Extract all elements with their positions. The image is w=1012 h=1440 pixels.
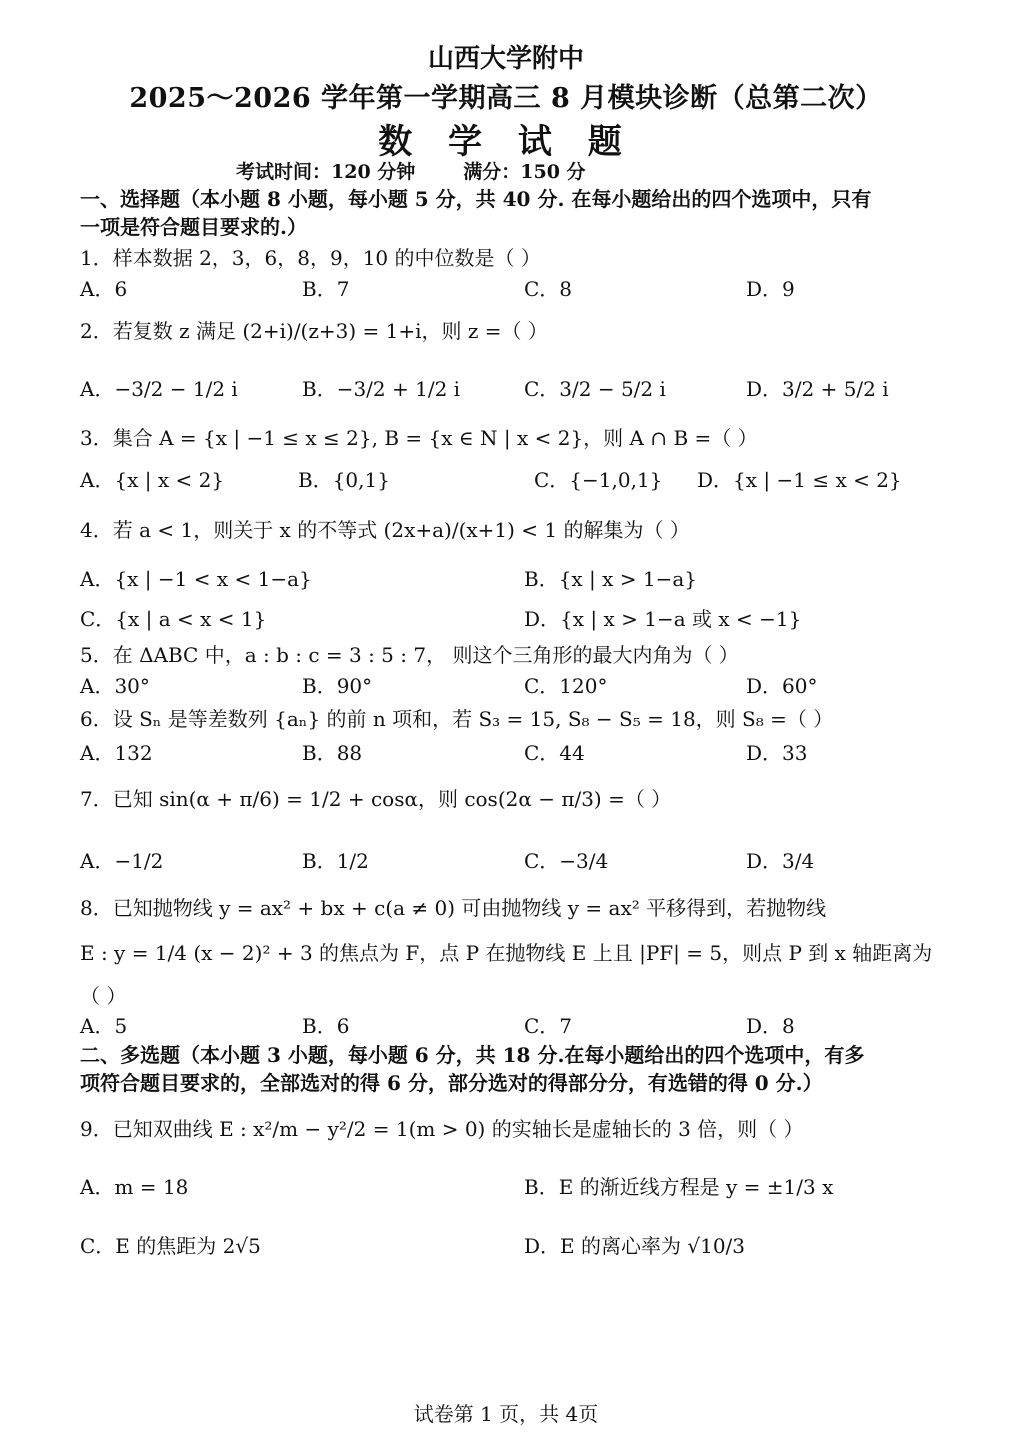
question-1-option-b: B．7 (302, 277, 350, 301)
question-1-option-c: C．8 (524, 277, 573, 301)
question-9-option-c: C．E 的焦距为 2√5 (80, 1234, 261, 1258)
question-9-option-b: B．E 的渐近线方程是 y = ±1/3 x (524, 1175, 834, 1199)
question-5-option-d: D．60° (746, 674, 818, 698)
question-2-option-c: C．3/2 − 5/2 i (524, 377, 666, 401)
section1-heading-cont: 一项是符合题目要求的.） (80, 215, 307, 239)
section1-heading: 一、选择题（本小题 8 小题，每小题 5 分，共 40 分. 在每小题给出的四个选项中，只有 (80, 187, 872, 211)
question-1-option-d: D．9 (746, 277, 795, 301)
question-2-stem: 2．若复数 z 满足 (2+i)/(z+3) = 1+i，则 z =（ ） (80, 319, 548, 343)
section2-heading-cont: 项符合题目要求的，全部选对的得 6 分，部分选对的得部分分，有选错的得 0 分.） (80, 1071, 823, 1095)
exam-title: 2025～2026 学年第一学期高三 8 月模块诊断（总第二次） (129, 83, 883, 114)
question-8-stem: 8．已知抛物线 y = ax² + bx + c(a ≠ 0) 可由抛物线 y = ax² 平移得到，若抛物线 (80, 896, 827, 920)
question-9-option-a: A．m = 18 (80, 1175, 189, 1199)
question-5-option-a: A．30° (80, 674, 150, 698)
question-5-option-c: C．120° (524, 674, 608, 698)
question-4-stem: 4．若 a < 1，则关于 x 的不等式 (2x+a)/(x+1) < 1 的解集为（ ） (80, 518, 690, 542)
exam-info (236, 157, 736, 184)
question-3-stem: 3．集合 A = {x | −1 ≤ x ≤ 2}, B = {x ∈ N | x < 2}，则 A ∩ B =（ ） (80, 426, 758, 450)
question-3-option-a: A．{x | x < 2} (80, 468, 225, 492)
question-4-option-d: D．{x | x > 1−a 或 x < −1} (524, 607, 802, 631)
question-8-option-a: A．5 (80, 1014, 128, 1038)
question-3-option-b: B．{0,1} (298, 468, 390, 492)
question-9-stem: 9．已知双曲线 E : x²/m − y²/2 = 1(m > 0) 的实轴长是虚轴长的 3 倍，则（ ） (80, 1117, 804, 1141)
full-score: 满分：150 分 (463, 161, 586, 183)
question-6-option-a: A．132 (80, 741, 153, 765)
question-4-option-a: A．{x | −1 < x < 1−a} (80, 567, 312, 591)
question-8-option-b: B．6 (302, 1014, 350, 1038)
question-4-option-b: B．{x | x > 1−a} (524, 567, 698, 591)
question-2-option-a: A．−3/2 − 1/2 i (80, 377, 238, 401)
question-3-option-c: C．{−1,0,1} (534, 468, 663, 492)
question-8-answer-blank: （ ） (80, 984, 127, 1008)
question-4-option-c: C．{x | a < x < 1} (80, 607, 267, 631)
question-7-option-c: C．−3/4 (524, 849, 609, 873)
question-5-stem: 5．在 ΔABC 中，a : b : c = 3 : 5 : 7， 则这个三角形的最大内角为（ ） (80, 643, 739, 667)
question-6-option-d: D．33 (746, 741, 808, 765)
question-7-option-d: D．3/4 (746, 849, 815, 873)
subject-title: 数 学 试 题 (378, 122, 634, 162)
question-6-option-c: C．44 (524, 741, 585, 765)
question-3-option-d: D．{x | −1 ≤ x < 2} (697, 468, 902, 492)
question-6-stem: 6．设 Sₙ 是等差数列 {aₙ} 的前 n 项和，若 S₃ = 15, S₈ − S₅ = 18，则 S₈ =（ ） (80, 707, 834, 731)
question-6-option-b: B．88 (302, 741, 363, 765)
question-1-stem: 1．样本数据 2，3，6，8，9，10 的中位数是（ ） (80, 246, 541, 270)
question-9-option-d: D．E 的离心率为 √10/3 (524, 1234, 746, 1258)
question-8-stem-cont: E : y = 1/4 (x − 2)² + 3 的焦点为 F，点 P 在抛物线 E 上且 |PF| = 5，则点 P 到 x 轴距离为 (80, 941, 933, 965)
question-1-option-a: A．6 (80, 277, 128, 301)
school-name: 山西大学附中 (427, 44, 584, 74)
question-2-option-b: B．−3/2 + 1/2 i (302, 377, 461, 401)
question-7-stem: 7．已知 sin(α + π/6) = 1/2 + cosα，则 cos(2α − π/3) =（ ） (80, 787, 672, 811)
exam-time: 考试时间：120 分钟 (236, 161, 416, 183)
question-5-option-b: B．90° (302, 674, 373, 698)
section2-heading: 二、多选题（本小题 3 小题，每小题 6 分，共 18 分.在每小题给出的四个选项中，有多 (80, 1043, 865, 1067)
question-2-option-d: D．3/2 + 5/2 i (746, 377, 889, 401)
question-8-option-c: C．7 (524, 1014, 573, 1038)
question-7-option-a: A．−1/2 (80, 849, 164, 873)
question-8-option-d: D．8 (746, 1014, 795, 1038)
question-7-option-b: B．1/2 (302, 849, 369, 873)
page-footer: 试卷第 1 页，共 4页 (413, 1402, 599, 1426)
